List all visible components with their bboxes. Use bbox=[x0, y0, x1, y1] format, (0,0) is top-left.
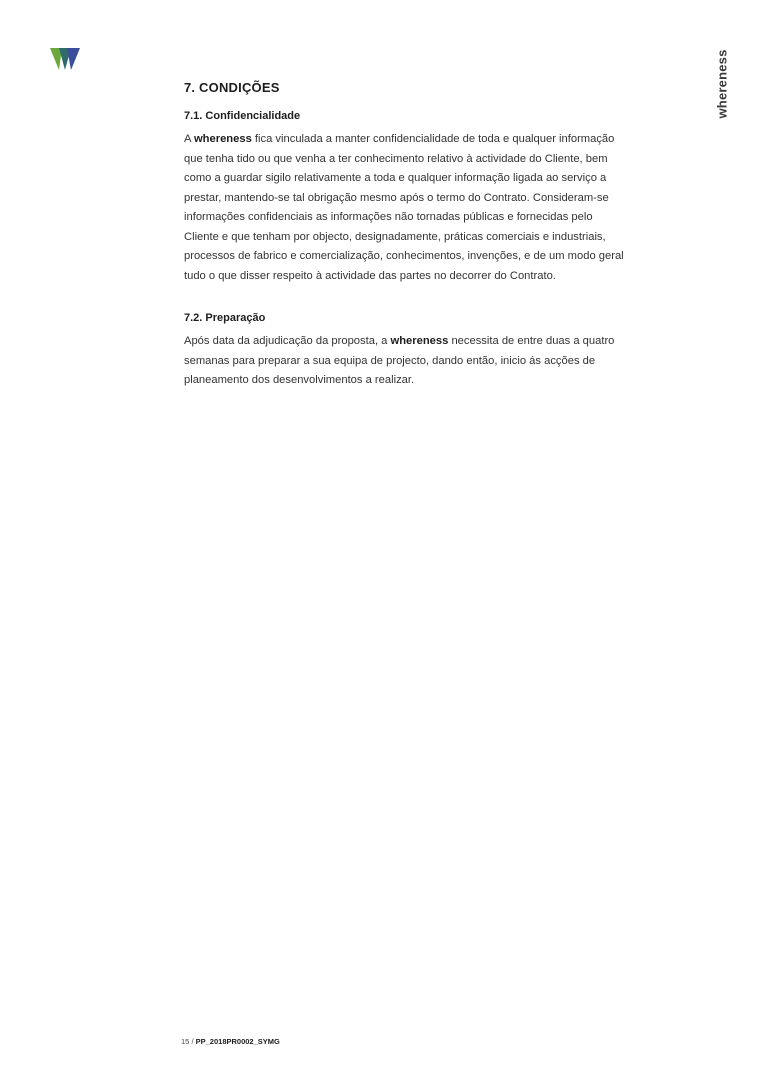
company-name-bold: whereness bbox=[390, 335, 449, 347]
paragraph-text: fica vinculada a manter confidencialidade de toda e qualquer informação que tenha tido ou que venha a ter conhecimento relativo à actividade do Cliente, bem como a guardar sigilo relativamente a toda e qualquer informação ligada ao serviço a prestar, mantendo-se tal obrigação mesmo após o termo do Contrato. Consideram-se informações confidenciais as informações não tornadas públicas e fornecidas pelo Cliente e que tenham por objecto, designadamente, práticas comerciais e industriais, processos de fabrico e comercialização, conhecimentos, invenções, e de um modo geral tudo o que disser respeito à actividade das partes no decorrer do Contrato. bbox=[184, 133, 624, 282]
paragraph-lead: A bbox=[184, 133, 194, 145]
paragraph-lead: Após data da adjudicação da proposta, a bbox=[184, 335, 391, 347]
subsection-title-confidencialidade: 7.1. Confidencialidade bbox=[184, 110, 301, 122]
brand-name-text: whereness bbox=[714, 49, 730, 119]
company-name-bold: whereness bbox=[193, 133, 252, 145]
paragraph-preparacao bbox=[184, 332, 629, 391]
document-body bbox=[184, 79, 629, 391]
whereness-logo-icon bbox=[50, 48, 80, 70]
vertical-brand-name bbox=[713, 44, 731, 124]
page-footer bbox=[181, 1037, 280, 1046]
document-code: PP_2018PR0002_SYMG bbox=[195, 1037, 280, 1046]
subsection-title-preparacao: 7.2. Preparação bbox=[184, 312, 266, 324]
section-title: 7. CONDIÇÕES bbox=[184, 80, 280, 95]
footer-separator: / bbox=[191, 1037, 194, 1046]
paragraph-text: necessita de entre duas a quatro semanas para preparar a sua equipa de projecto, dando então, inicio ás acções de planeamento dos desenvolvimentos a realizar. bbox=[184, 335, 615, 386]
paragraph-confidencialidade bbox=[184, 130, 629, 286]
page-number: 15 bbox=[181, 1037, 190, 1046]
